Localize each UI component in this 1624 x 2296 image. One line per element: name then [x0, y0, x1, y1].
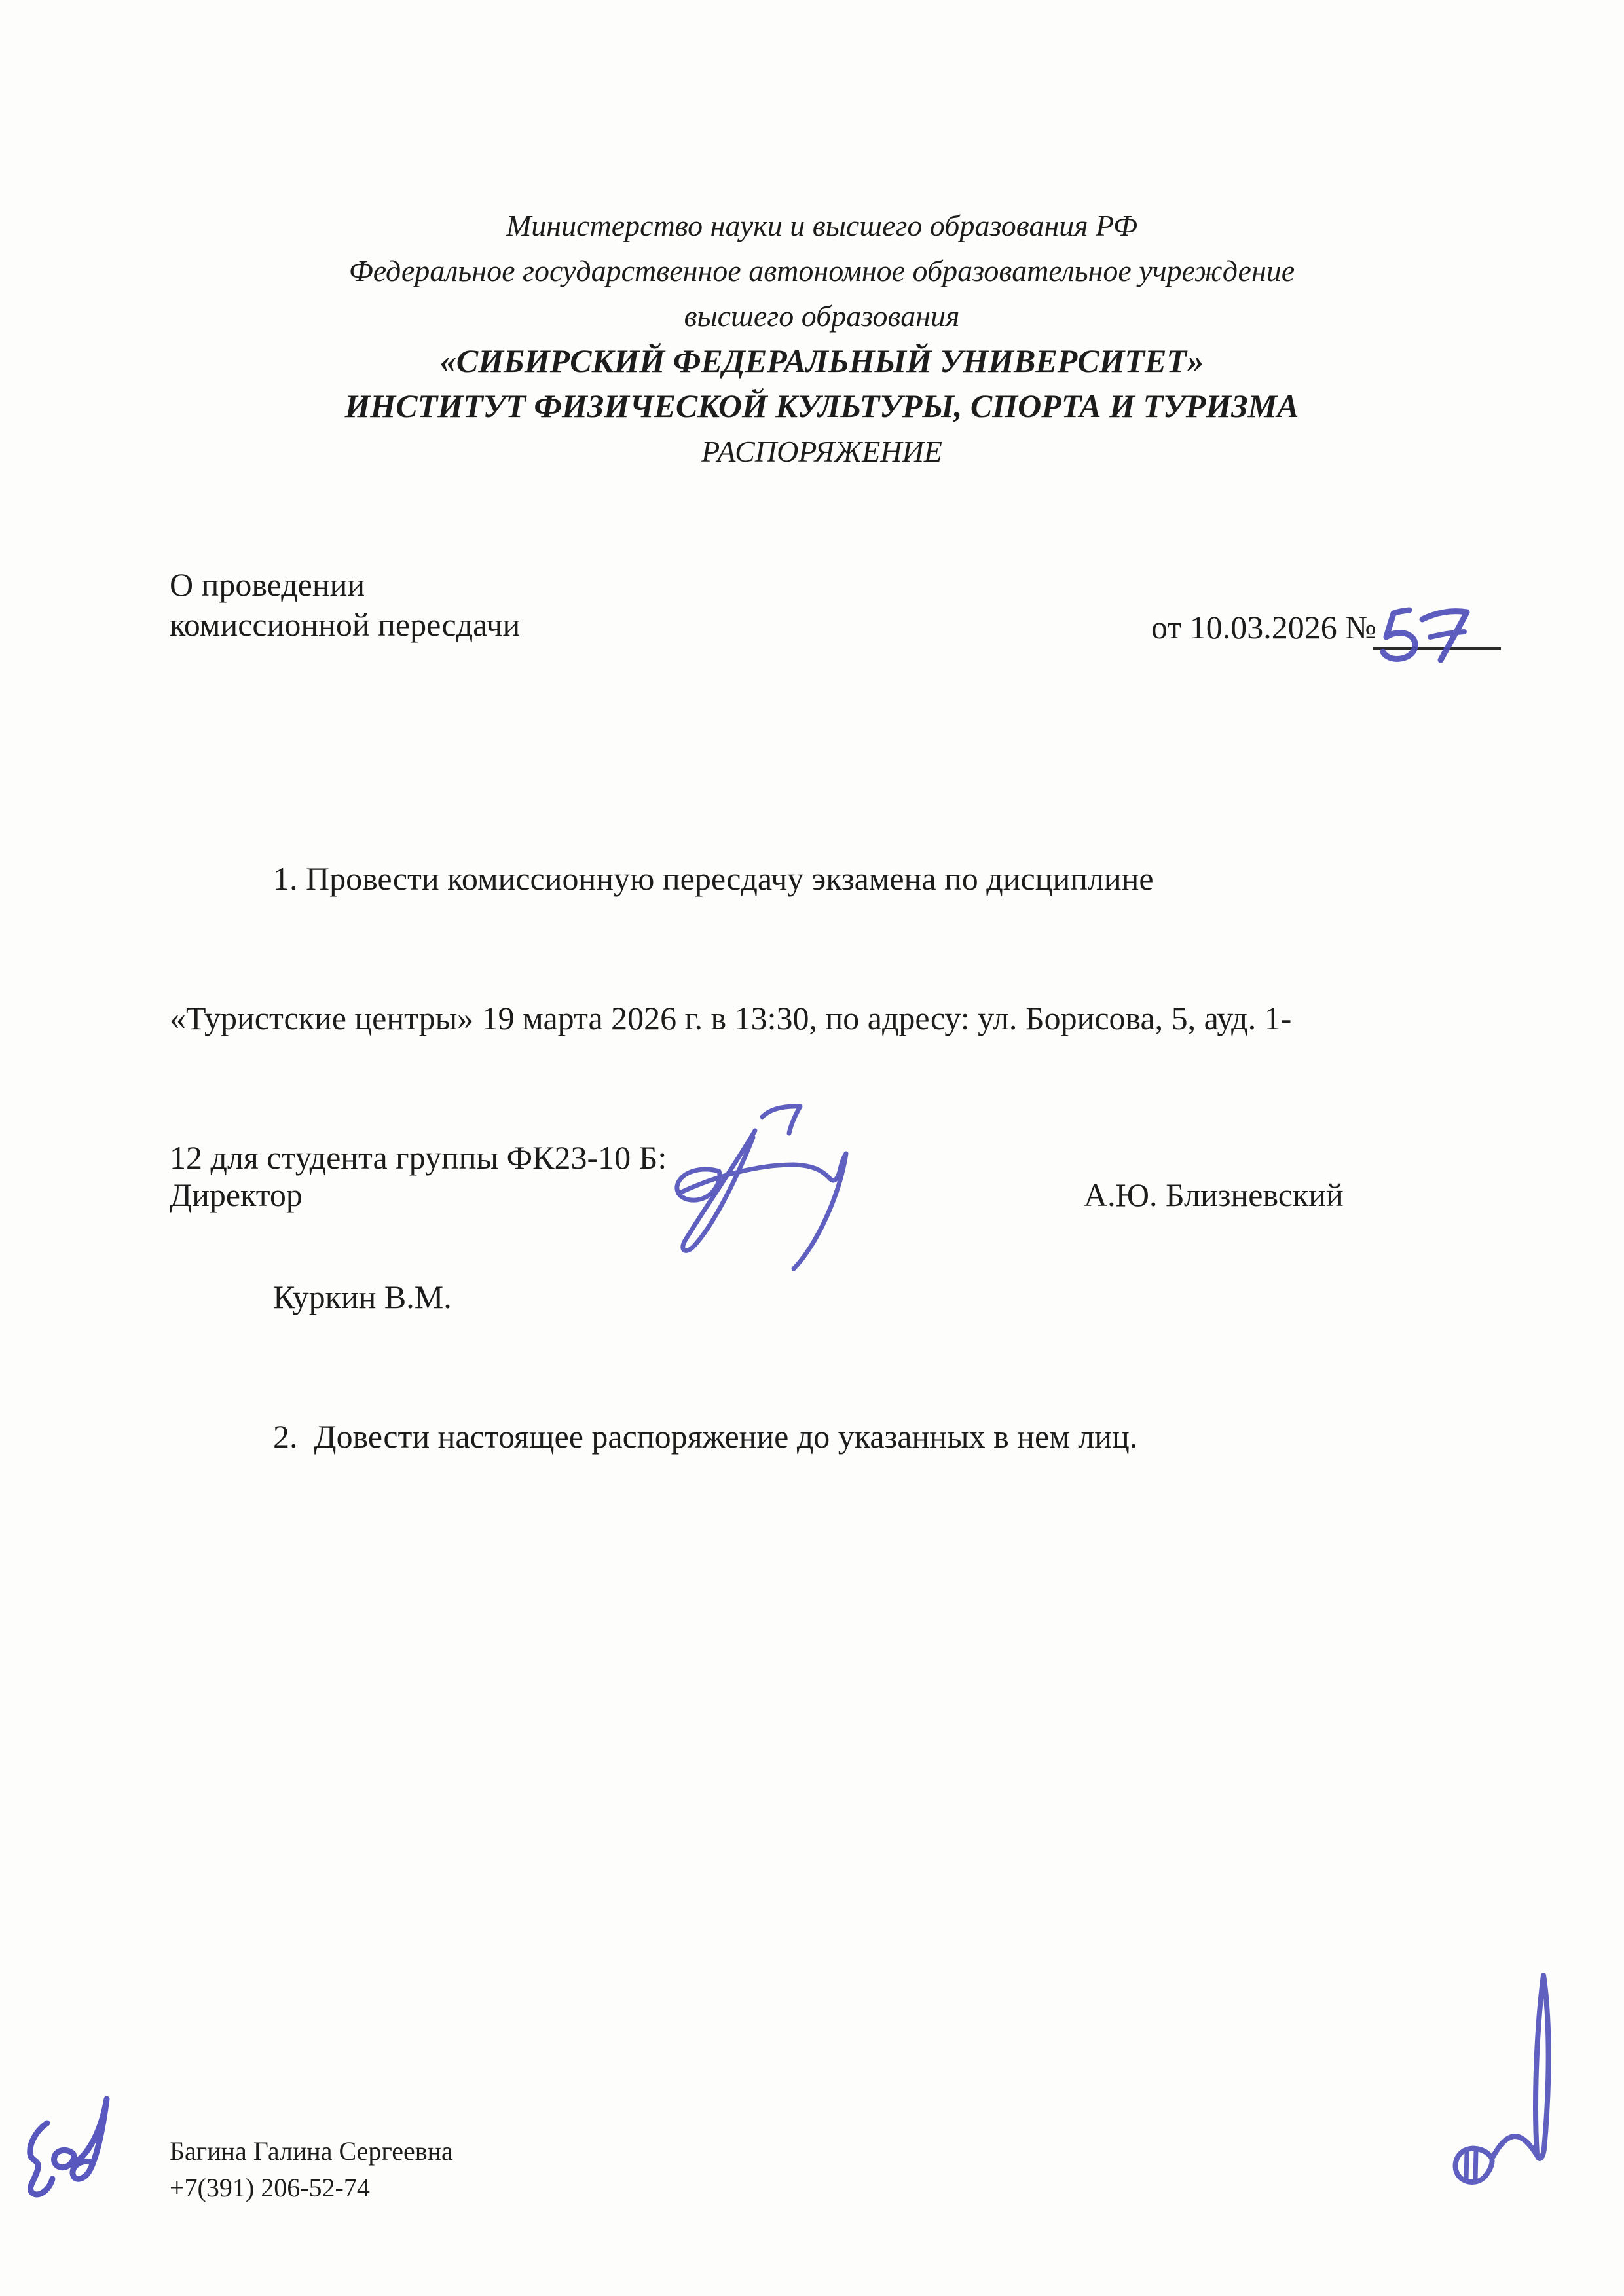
- signoff-title: Директор: [170, 1176, 303, 1213]
- executor-phone: +7(391) 206-52-74: [170, 2173, 370, 2202]
- body-item1-line2: «Туристские центры» 19 марта 2026 г. в 13:30, по адресу: ул. Борисова, 5, ауд. 1-: [170, 1000, 1292, 1036]
- header-university-name: «СИБИРСКИЙ ФЕДЕРАЛЬНЫЙ УНИВЕРСИТЕТ»: [439, 342, 1204, 379]
- executor-initials-signature: [30, 2099, 107, 2195]
- subject-line2: комиссионной пересдачи: [170, 606, 521, 643]
- date-number-prefix: от 10.03.2026 №: [1151, 609, 1376, 646]
- body-student-name: Куркин В.М.: [273, 1279, 452, 1315]
- document-header: [157, 203, 1486, 474]
- document-type-title: РАСПОРЯЖЕНИЕ: [701, 435, 942, 468]
- header-org-line1: Федеральное государственное автономное образовательное учреждение: [348, 254, 1295, 287]
- body-item1-line3: 12 для студента группы ФК23-10 Б:: [170, 1139, 667, 1176]
- number-underline: [1373, 647, 1501, 650]
- executor-name: Багина Галина Сергеевна: [170, 2136, 453, 2166]
- executor-block: [170, 2133, 453, 2206]
- body-item2: 2. Довести настоящее распоряжение до указанных в нем лиц.: [273, 1418, 1138, 1455]
- registration-number-handwritten: [1383, 610, 1467, 660]
- subject-block: [170, 565, 520, 645]
- header-ministry-line: Министерство науки и высшего образования РФ: [506, 209, 1138, 242]
- date-number-line: [1151, 608, 1376, 646]
- approver-flourish-signature: [1456, 1975, 1549, 2182]
- subject-line1: О проведении: [170, 566, 365, 603]
- document-body: [170, 763, 1525, 1553]
- header-org-line2: высшего образования: [684, 299, 960, 333]
- header-institute-name: ИНСТИТУТ ФИЗИЧЕСКОЙ КУЛЬТУРЫ, СПОРТА И ТУРИЗМА: [344, 388, 1299, 424]
- signoff-name: А.Ю. Близневский: [1084, 1176, 1344, 1213]
- body-item1-line1: 1. Провести комиссионную пересдачу экзамена по дисциплине: [273, 860, 1154, 897]
